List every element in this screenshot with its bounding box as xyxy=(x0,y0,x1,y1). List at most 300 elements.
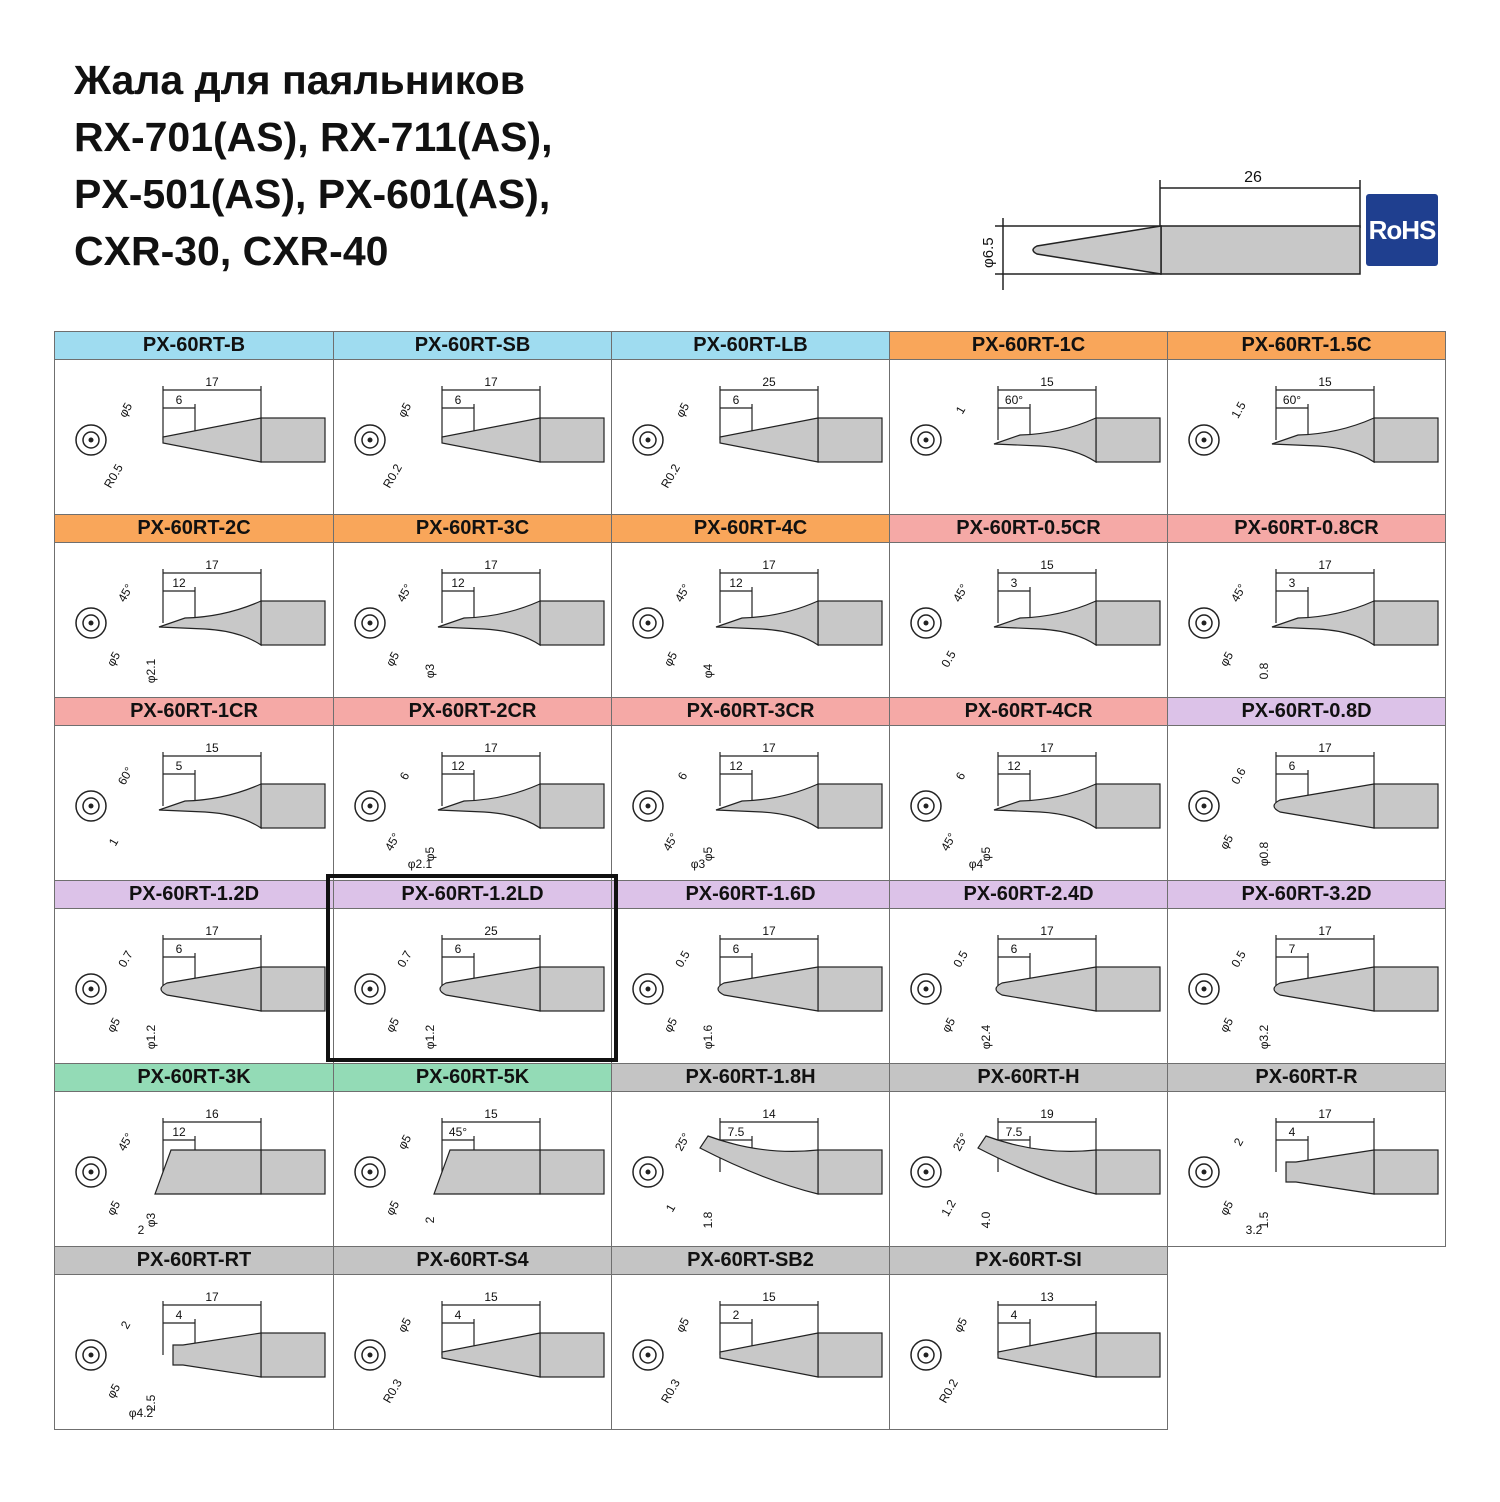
dimension-label: R0.2 xyxy=(658,461,683,491)
dimension-label: 17 xyxy=(1318,558,1332,572)
dimension-label: 15 xyxy=(205,741,219,755)
tip-name: PX-60RT-RT xyxy=(55,1247,333,1275)
dimension-label: 2 xyxy=(137,1223,145,1237)
tip-body xyxy=(1274,784,1374,828)
tip-body xyxy=(442,418,540,462)
tip-name: PX-60RT-SB xyxy=(334,332,611,360)
dimension-label: 60° xyxy=(1282,393,1302,407)
dimension-label: 45° xyxy=(393,581,416,605)
end-view-center xyxy=(368,438,373,443)
end-view-center xyxy=(924,804,929,809)
tip-name: PX-60RT-3.2D xyxy=(1168,881,1445,909)
dimension-label: 16 xyxy=(205,1107,219,1121)
tip-name: PX-60RT-2CR xyxy=(334,698,611,726)
tip-body xyxy=(718,967,818,1011)
dimension-label: 45° xyxy=(659,830,682,854)
dimension-label: φ4 xyxy=(968,857,984,871)
tip-drawing xyxy=(55,726,333,880)
dimension-label: 13 xyxy=(1040,1290,1054,1304)
tip-drawing xyxy=(334,1092,611,1246)
tip-body xyxy=(996,967,1096,1011)
dimension-label: 4.0 xyxy=(979,1211,993,1229)
tip-shank xyxy=(261,967,325,1011)
tip-shank xyxy=(1096,1333,1160,1377)
end-view-center xyxy=(368,1353,373,1358)
tip-body xyxy=(173,1333,261,1377)
dimension-label: 45° xyxy=(114,581,137,605)
dimension-label: 12 xyxy=(172,576,186,590)
dimension-label: 1.2 xyxy=(938,1197,959,1219)
dimension-label: R0.2 xyxy=(936,1376,961,1406)
dimension-label: 6 xyxy=(454,393,462,407)
dimension-label: φ5 xyxy=(103,1381,124,1401)
dimension-label: 17 xyxy=(205,558,219,572)
dimension-label: 60° xyxy=(1004,393,1024,407)
tip-cell xyxy=(333,1063,612,1247)
dimension-label: φ5 xyxy=(701,846,715,862)
dimension-label: 17 xyxy=(1318,741,1332,755)
dimension-label: 0.5 xyxy=(1228,948,1249,970)
dimension-label: 0.5 xyxy=(938,648,959,670)
overview-diameter-label: φ6.5 xyxy=(980,237,997,268)
dimension-label: φ5 xyxy=(115,400,136,420)
dimension-label: 1 xyxy=(662,1201,679,1215)
tip-shank xyxy=(1374,601,1438,645)
tip-cell xyxy=(889,697,1168,881)
tip-cell xyxy=(54,697,334,881)
end-view-center xyxy=(89,1353,94,1358)
tip-drawing-svg xyxy=(612,1092,890,1247)
dimension-label: 17 xyxy=(1318,1107,1332,1121)
end-view-center xyxy=(368,1170,373,1175)
dimension-label: 6 xyxy=(175,393,183,407)
tip-shank xyxy=(818,601,882,645)
dimension-label: φ1.2 xyxy=(423,1024,437,1050)
tip-shank xyxy=(818,784,882,828)
end-view-center xyxy=(924,438,929,443)
dimension-label: φ3.2 xyxy=(1257,1024,1271,1050)
dimension-label: 0.7 xyxy=(115,948,136,970)
tip-drawing xyxy=(334,543,611,697)
tip-cell xyxy=(54,1246,334,1430)
tip-body xyxy=(978,1136,1096,1194)
tip-drawing xyxy=(55,360,333,514)
dimension-label: 12 xyxy=(172,1125,186,1139)
dimension-label: φ5 xyxy=(103,649,124,669)
end-view-center xyxy=(924,987,929,992)
tip-shank xyxy=(540,601,604,645)
tip-body xyxy=(994,601,1096,645)
dimension-label: 19 xyxy=(1040,1107,1054,1121)
dimension-label: 45° xyxy=(671,581,694,605)
dimension-label: 17 xyxy=(1040,741,1054,755)
tip-body xyxy=(434,1150,540,1194)
tip-drawing xyxy=(55,543,333,697)
dimension-label: 45° xyxy=(381,830,404,854)
end-view-center xyxy=(368,621,373,626)
tip-body xyxy=(161,967,261,1011)
page-title xyxy=(74,52,552,280)
tip-drawing-svg xyxy=(1168,360,1446,515)
overview-tip-drawing xyxy=(955,160,1365,300)
dimension-label: 6 xyxy=(1010,942,1018,956)
tip-drawing-svg xyxy=(890,726,1168,881)
tip-body xyxy=(720,1333,818,1377)
tip-name: PX-60RT-1CR xyxy=(55,698,333,726)
dimension-label: φ5 xyxy=(1216,649,1237,669)
tip-drawing xyxy=(612,543,889,697)
end-view-center xyxy=(646,804,651,809)
end-view-center xyxy=(646,621,651,626)
tip-cell xyxy=(333,697,612,881)
dimension-label: 25° xyxy=(949,1130,972,1154)
tip-drawing-svg xyxy=(1168,543,1446,698)
tip-cell xyxy=(889,1246,1168,1430)
tip-drawing xyxy=(1168,1092,1445,1246)
dimension-label: 0.7 xyxy=(394,948,415,970)
end-view-center xyxy=(646,1170,651,1175)
dimension-label: 17 xyxy=(205,924,219,938)
tip-cell xyxy=(333,331,612,515)
tip-drawing xyxy=(1168,726,1445,880)
tip-body xyxy=(1286,1150,1374,1194)
dimension-label: 15 xyxy=(762,1290,776,1304)
end-view-center xyxy=(1202,804,1207,809)
dimension-label: φ3 xyxy=(690,857,706,871)
tip-cell xyxy=(1167,880,1446,1064)
tip-name: PX-60RT-LB xyxy=(612,332,889,360)
tip-cell xyxy=(54,514,334,698)
tip-drawing-svg xyxy=(334,1275,612,1430)
end-view-center xyxy=(1202,621,1207,626)
tip-name: PX-60RT-1.2D xyxy=(55,881,333,909)
dimension-label: φ3 xyxy=(144,1212,158,1228)
dimension-label: 4 xyxy=(1010,1308,1018,1322)
tip-drawing-svg xyxy=(334,360,612,515)
overview-length-label: 26 xyxy=(1244,169,1262,186)
tip-shank xyxy=(540,784,604,828)
dimension-label: φ5 xyxy=(394,1315,415,1335)
tip-drawing-svg xyxy=(890,909,1168,1064)
tip-drawing-svg xyxy=(612,1275,890,1430)
tip-drawing xyxy=(334,726,611,880)
tip-drawing xyxy=(55,909,333,1063)
end-view-center xyxy=(89,804,94,809)
tip-shank xyxy=(261,1333,325,1377)
dimension-label: 7.5 xyxy=(1005,1125,1023,1139)
dimension-label: 45° xyxy=(114,1130,137,1154)
tip-drawing-svg xyxy=(890,1092,1168,1247)
tip-name: PX-60RT-4C xyxy=(612,515,889,543)
dimension-label: φ5 xyxy=(382,1198,403,1218)
dimension-label: φ5 xyxy=(423,846,437,862)
dimension-label: 17 xyxy=(762,558,776,572)
dimension-label: φ5 xyxy=(1216,832,1237,852)
tip-cell xyxy=(1167,1063,1446,1247)
dimension-label: 12 xyxy=(729,759,743,773)
dimension-label: 4 xyxy=(454,1308,462,1322)
tip-name: PX-60RT-4CR xyxy=(890,698,1167,726)
tip-drawing-svg xyxy=(55,1275,333,1430)
tip-cell xyxy=(611,514,890,698)
tip-cell xyxy=(889,1063,1168,1247)
tip-drawing-svg xyxy=(890,1275,1168,1430)
dimension-label: 15 xyxy=(1318,375,1332,389)
tip-shank xyxy=(1096,1150,1160,1194)
dimension-label: 3.2 xyxy=(1245,1223,1263,1237)
tip-body xyxy=(438,784,540,828)
dimension-label: 15 xyxy=(484,1107,498,1121)
tip-cell xyxy=(54,331,334,515)
tip-name: PX-60RT-0.8D xyxy=(1168,698,1445,726)
tip-body xyxy=(1274,967,1374,1011)
title-line-1: Жала для паяльников xyxy=(74,57,525,103)
end-view-center xyxy=(646,1353,651,1358)
tip-drawing xyxy=(890,1275,1167,1429)
dimension-label: 1.5 xyxy=(1257,1211,1271,1229)
dimension-label: 2.5 xyxy=(144,1394,158,1412)
tip-drawing xyxy=(612,726,889,880)
tip-name: PX-60RT-2C xyxy=(55,515,333,543)
dimension-label: 45° xyxy=(949,581,972,605)
end-view-center xyxy=(89,987,94,992)
tip-cell xyxy=(54,1063,334,1247)
tip-cell xyxy=(1167,697,1446,881)
title-line-4: CXR-30, CXR-40 xyxy=(74,228,389,274)
tip-drawing xyxy=(890,360,1167,514)
dimension-label: 17 xyxy=(762,741,776,755)
dimension-label: 17 xyxy=(762,924,776,938)
title-line-3: PX-501(AS), PX-601(AS), xyxy=(74,171,551,217)
tip-shank xyxy=(540,418,604,462)
tip-drawing xyxy=(612,360,889,514)
tip-drawing-svg xyxy=(890,543,1168,698)
tip-name: PX-60RT-1.5C xyxy=(1168,332,1445,360)
tip-drawing xyxy=(612,1092,889,1246)
end-view-center xyxy=(646,438,651,443)
dimension-label: φ1.6 xyxy=(701,1024,715,1050)
tip-body xyxy=(442,1333,540,1377)
tip-drawing xyxy=(612,909,889,1063)
tip-cell xyxy=(611,1246,890,1430)
tip-body xyxy=(994,418,1096,462)
tip-body xyxy=(438,601,540,645)
end-view-center xyxy=(89,621,94,626)
end-view-center xyxy=(1202,1170,1207,1175)
tip-shank xyxy=(818,1333,882,1377)
tip-name: PX-60RT-0.5CR xyxy=(890,515,1167,543)
tip-name: PX-60RT-B xyxy=(55,332,333,360)
tip-body xyxy=(155,1150,261,1194)
dimension-label: 14 xyxy=(762,1107,776,1121)
dimension-label: φ5 xyxy=(950,1315,971,1335)
end-view-center xyxy=(89,1170,94,1175)
tip-drawing-svg xyxy=(612,543,890,698)
dimension-label: φ2.1 xyxy=(407,857,433,871)
dimension-label: 17 xyxy=(484,558,498,572)
dimension-label: φ5 xyxy=(1216,1015,1237,1035)
dimension-label: 1.8 xyxy=(701,1211,715,1229)
tip-shank xyxy=(1374,418,1438,462)
dimension-label: 15 xyxy=(484,1290,498,1304)
tip-shank xyxy=(1096,784,1160,828)
dimension-label: R0.3 xyxy=(658,1376,683,1406)
dimension-label: 45° xyxy=(448,1125,468,1139)
end-view-center xyxy=(924,1170,929,1175)
tip-drawing-svg xyxy=(55,726,333,881)
dimension-label: 17 xyxy=(484,375,498,389)
tip-shank xyxy=(818,1150,882,1194)
tip-drawing xyxy=(55,1092,333,1246)
tip-body xyxy=(998,1333,1096,1377)
dimension-label: 4 xyxy=(175,1308,183,1322)
tip-shank xyxy=(261,1150,325,1194)
dimension-label: 2 xyxy=(732,1308,740,1322)
dimension-label: 25 xyxy=(762,375,776,389)
tip-name: PX-60RT-5K xyxy=(334,1064,611,1092)
dimension-label: 6 xyxy=(454,942,462,956)
dimension-label: φ5 xyxy=(660,649,681,669)
tip-shank xyxy=(261,601,325,645)
dimension-label: 3 xyxy=(1288,576,1296,590)
dimension-label: φ5 xyxy=(938,1015,959,1035)
end-view-center xyxy=(1202,438,1207,443)
dimension-label: R0.3 xyxy=(380,1376,405,1406)
dimension-label: 1 xyxy=(105,835,122,849)
dimension-label: 17 xyxy=(484,741,498,755)
dimension-label: 15 xyxy=(1040,375,1054,389)
dimension-label: 6 xyxy=(732,393,740,407)
tip-drawing xyxy=(890,909,1167,1063)
dimension-label: 12 xyxy=(1007,759,1021,773)
dimension-label: φ4 xyxy=(701,663,715,679)
tip-name: PX-60RT-3K xyxy=(55,1064,333,1092)
tip-drawing-svg xyxy=(55,909,333,1064)
tip-body xyxy=(994,784,1096,828)
dimension-label: φ5 xyxy=(103,1015,124,1035)
tip-drawing-svg xyxy=(1168,909,1446,1064)
tip-cell xyxy=(333,1246,612,1430)
dimension-label: φ0.8 xyxy=(1257,841,1271,867)
dimension-label: φ4.2 xyxy=(128,1406,154,1420)
dimension-label: 25° xyxy=(671,1130,694,1154)
tip-shank xyxy=(1096,418,1160,462)
dimension-label: 2 xyxy=(423,1216,437,1224)
tip-body xyxy=(1272,601,1374,645)
tip-cell xyxy=(611,697,890,881)
tip-drawing-svg xyxy=(890,360,1168,515)
dimension-label: 0.8 xyxy=(1257,662,1271,680)
dimension-label: φ5 xyxy=(979,846,993,862)
tip-drawing xyxy=(890,726,1167,880)
dimension-label: 17 xyxy=(205,375,219,389)
tip-body xyxy=(1272,418,1374,462)
end-view-center xyxy=(89,438,94,443)
dimension-label: 6 xyxy=(1288,759,1296,773)
tip-drawing xyxy=(890,543,1167,697)
dimension-label: φ2.4 xyxy=(979,1024,993,1050)
tip-cell xyxy=(889,880,1168,1064)
dimension-label: φ5 xyxy=(1216,1198,1237,1218)
dimension-label: 0.5 xyxy=(672,948,693,970)
tip-body xyxy=(159,601,261,645)
tip-body xyxy=(159,784,261,828)
tip-name: PX-60RT-3CR xyxy=(612,698,889,726)
tip-shank xyxy=(1096,967,1160,1011)
tip-name: PX-60RT-0.8CR xyxy=(1168,515,1445,543)
dimension-label: φ5 xyxy=(672,1315,693,1335)
dimension-label: 6 xyxy=(674,769,691,783)
tip-cell xyxy=(889,514,1168,698)
tip-drawing xyxy=(1168,543,1445,697)
tip-cell xyxy=(333,514,612,698)
tip-cell xyxy=(611,1063,890,1247)
tip-drawing-svg xyxy=(612,360,890,515)
tip-name: PX-60RT-SI xyxy=(890,1247,1167,1275)
dimension-label: 12 xyxy=(729,576,743,590)
tip-drawing-svg xyxy=(334,1092,612,1247)
tip-drawing xyxy=(1168,360,1445,514)
tip-drawing xyxy=(890,1092,1167,1246)
dimension-label: 45° xyxy=(1227,581,1250,605)
end-view-center xyxy=(1202,987,1207,992)
tip-shank xyxy=(540,1333,604,1377)
tip-body xyxy=(716,784,818,828)
dimension-label: 45° xyxy=(937,830,960,854)
rohs-badge: RoHS xyxy=(1366,194,1438,266)
dimension-label: 60° xyxy=(114,764,137,788)
tip-shank xyxy=(818,418,882,462)
tip-drawing-svg xyxy=(1168,726,1446,881)
tip-body xyxy=(163,418,261,462)
dimension-label: 0.5 xyxy=(950,948,971,970)
dimension-label: 15 xyxy=(1040,558,1054,572)
tip-drawing xyxy=(612,1275,889,1429)
dimension-label: φ5 xyxy=(672,400,693,420)
dimension-label: 2 xyxy=(117,1318,134,1332)
tip-drawing-svg xyxy=(334,543,612,698)
tip-name: PX-60RT-SB2 xyxy=(612,1247,889,1275)
tip-drawing-svg xyxy=(55,1092,333,1247)
tip-drawing-svg xyxy=(612,909,890,1064)
dimension-label: φ5 xyxy=(382,649,403,669)
tip-name: PX-60RT-1.2LD xyxy=(334,881,611,909)
dimension-label: φ5 xyxy=(103,1198,124,1218)
dimension-label: φ5 xyxy=(660,1015,681,1035)
tip-name: PX-60RT-R xyxy=(1168,1064,1445,1092)
tip-drawing-svg xyxy=(334,726,612,881)
dimension-label: 6 xyxy=(175,942,183,956)
dimension-label: 17 xyxy=(205,1290,219,1304)
tip-cell xyxy=(611,880,890,1064)
dimension-label: 0.6 xyxy=(1228,765,1249,787)
tip-name: PX-60RT-S4 xyxy=(334,1247,611,1275)
dimension-label: R0.5 xyxy=(101,461,126,491)
tip-name: PX-60RT-H xyxy=(890,1064,1167,1092)
tip-body xyxy=(720,418,818,462)
tip-shank xyxy=(261,418,325,462)
tip-shank xyxy=(1374,784,1438,828)
dimension-label: 17 xyxy=(1040,924,1054,938)
end-view-center xyxy=(646,987,651,992)
tip-cell xyxy=(1167,331,1446,515)
dimension-label: 17 xyxy=(1318,924,1332,938)
tip-shank xyxy=(1374,1150,1438,1194)
dimension-label: 6 xyxy=(732,942,740,956)
tip-name: PX-60RT-1.8H xyxy=(612,1064,889,1092)
dimension-label: φ5 xyxy=(382,1015,403,1035)
dimension-label: 3 xyxy=(1010,576,1018,590)
